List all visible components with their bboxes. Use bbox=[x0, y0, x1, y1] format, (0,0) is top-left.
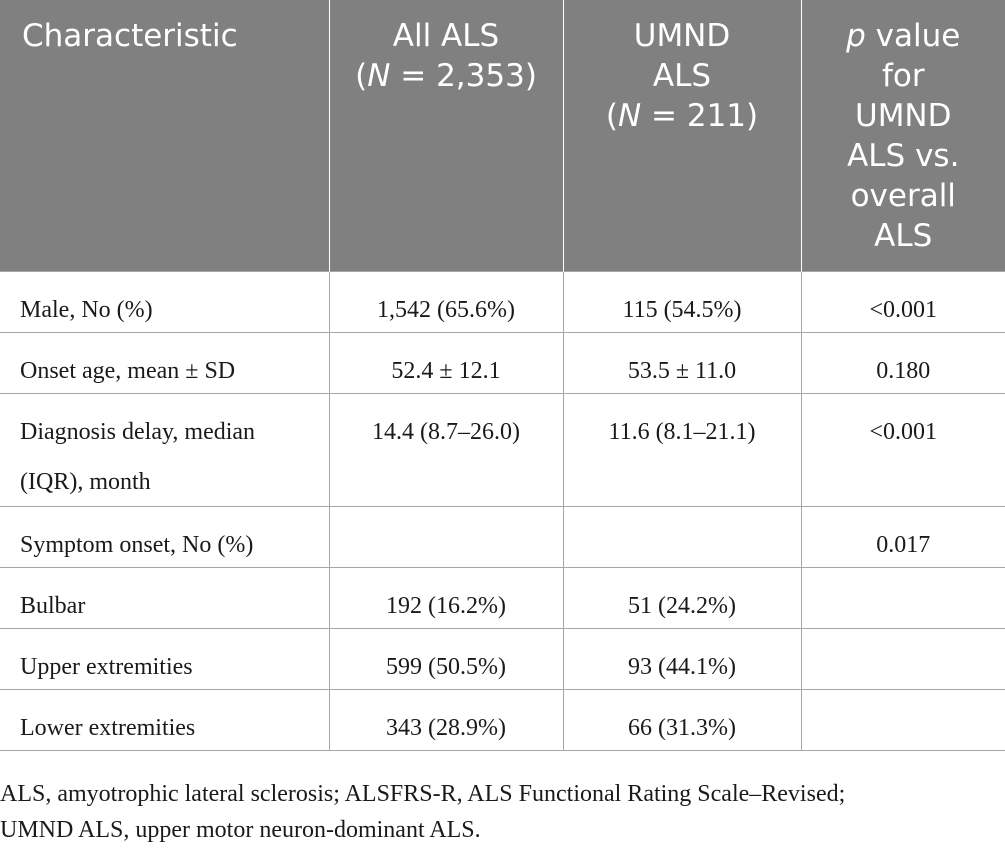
cell-all-als: 343 (28.9%) bbox=[329, 690, 563, 751]
cell-umnd-als bbox=[563, 507, 801, 568]
cell-all-als: 52.4 ± 12.1 bbox=[329, 333, 563, 394]
header-characteristic: Characteristic bbox=[0, 0, 329, 272]
table-row bbox=[0, 333, 1005, 394]
cell-umnd-als: 93 (44.1%) bbox=[563, 629, 801, 690]
cell-umnd-als: 53.5 ± 11.0 bbox=[563, 333, 801, 394]
cell-characteristic-line: (IQR), month bbox=[20, 469, 151, 495]
cell-p-value: 0.017 bbox=[801, 507, 1005, 568]
cell-characteristic: Lower extremities bbox=[0, 690, 329, 751]
table-row bbox=[0, 394, 1005, 507]
cell-characteristic: Symptom onset, No (%) bbox=[0, 507, 329, 568]
table-row bbox=[0, 507, 1005, 568]
cell-umnd-als: 51 (24.2%) bbox=[563, 568, 801, 629]
cell-characteristic bbox=[0, 394, 329, 507]
cell-p-value bbox=[801, 568, 1005, 629]
footnote-line: ALS, amyotrophic lateral sclerosis; ALSFRS-R, ALS Functional Rating Scale–Revised; bbox=[0, 781, 846, 807]
cell-all-als: 599 (50.5%) bbox=[329, 629, 563, 690]
cell-characteristic: Male, No (%) bbox=[0, 272, 329, 333]
cell-umnd-als: 66 (31.3%) bbox=[563, 690, 801, 751]
cell-umnd-als: 115 (54.5%) bbox=[563, 272, 801, 333]
cell-all-als: 1,542 (65.6%) bbox=[329, 272, 563, 333]
table-header bbox=[0, 0, 1005, 272]
cell-p-value bbox=[801, 690, 1005, 751]
table-row bbox=[0, 272, 1005, 333]
header-row bbox=[0, 0, 1005, 272]
cell-characteristic: Onset age, mean ± SD bbox=[0, 333, 329, 394]
cell-all-als bbox=[329, 507, 563, 568]
cell-all-als: 192 (16.2%) bbox=[329, 568, 563, 629]
cell-umnd-als: 11.6 (8.1–21.1) bbox=[563, 394, 801, 507]
header-all-als: All ALS (N = 2,353) bbox=[329, 0, 563, 272]
table-row bbox=[0, 690, 1005, 751]
table-row bbox=[0, 629, 1005, 690]
cell-characteristic: Bulbar bbox=[0, 568, 329, 629]
cell-p-value: 0.180 bbox=[801, 333, 1005, 394]
header-p-value: p value for UMND ALS vs. overall ALS bbox=[801, 0, 1005, 272]
header-umnd-als: UMND ALS (N = 211) bbox=[563, 0, 801, 272]
table-body bbox=[0, 272, 1005, 751]
cell-p-value: <0.001 bbox=[801, 272, 1005, 333]
cell-all-als: 14.4 (8.7–26.0) bbox=[329, 394, 563, 507]
table-row bbox=[0, 568, 1005, 629]
footnote-line: UMND ALS, upper motor neuron-dominant ALS. bbox=[0, 817, 481, 843]
cell-characteristic: Upper extremities bbox=[0, 629, 329, 690]
table-footnote bbox=[0, 776, 1000, 848]
cell-p-value bbox=[801, 629, 1005, 690]
cell-p-value: <0.001 bbox=[801, 394, 1005, 507]
cell-characteristic-line: Diagnosis delay, median bbox=[20, 419, 256, 445]
